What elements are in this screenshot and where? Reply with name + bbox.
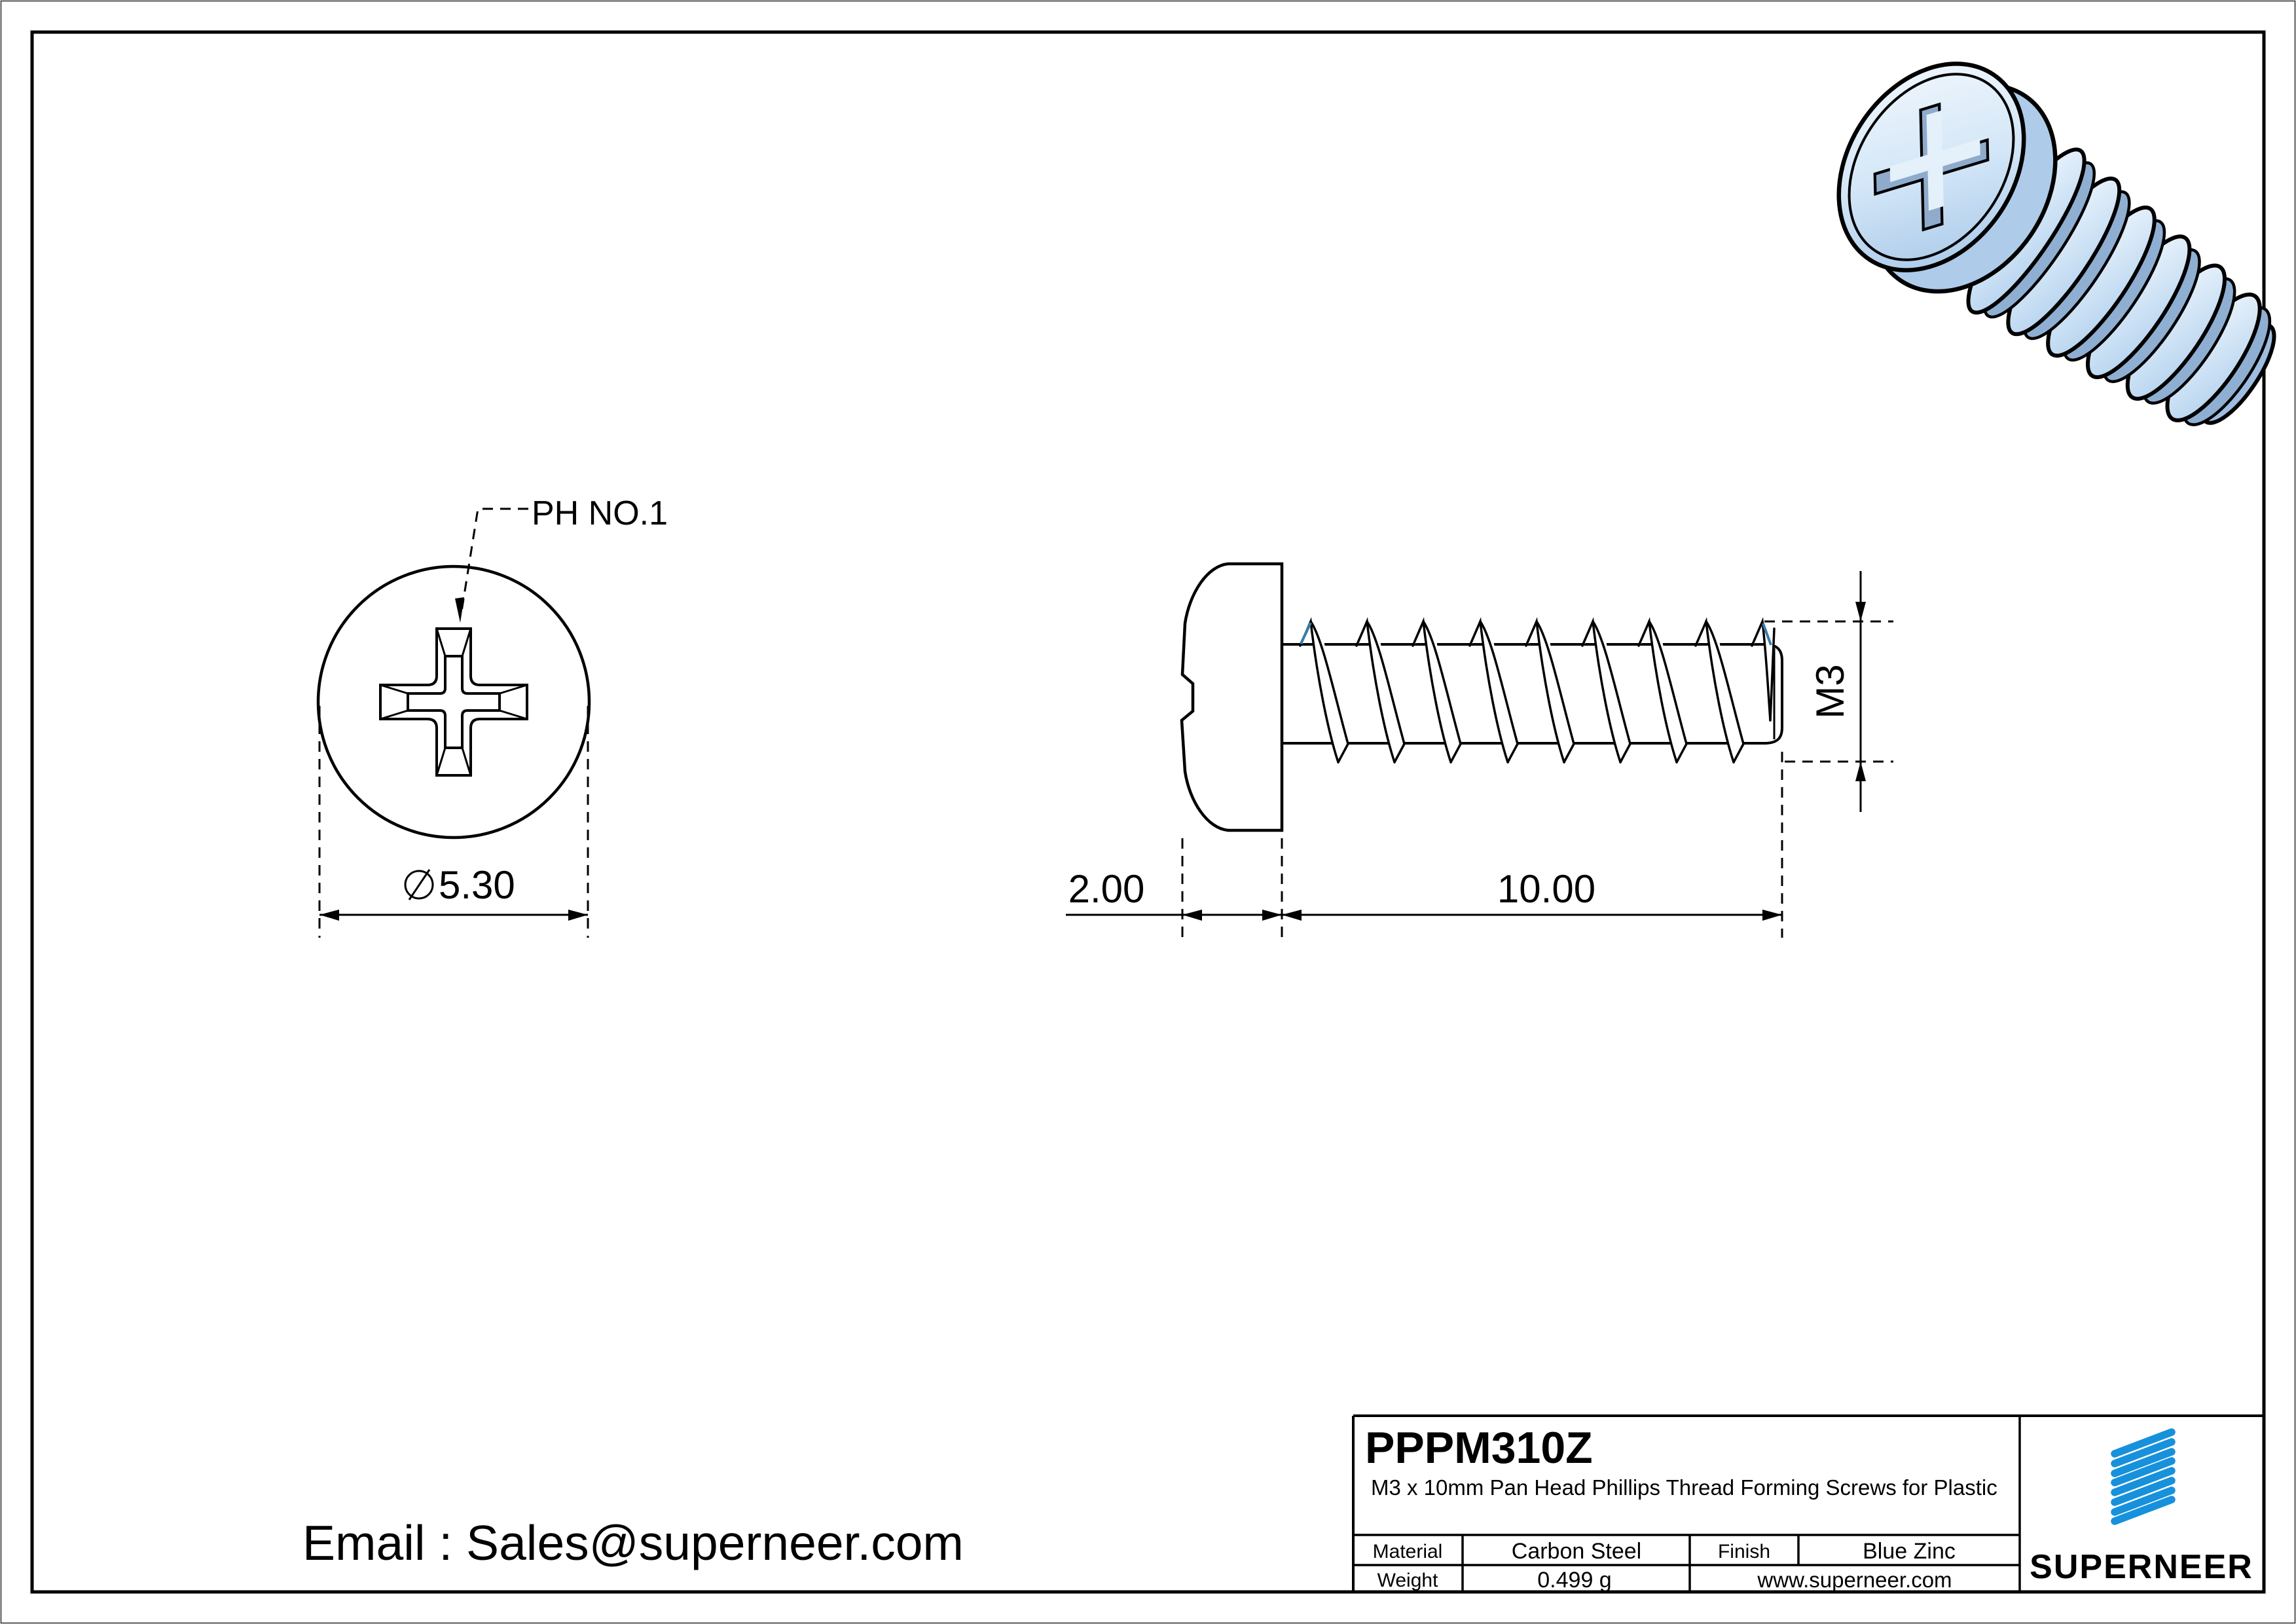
dim-thread-length: 10.00 bbox=[1497, 867, 1596, 911]
weight-label: Weight bbox=[1377, 1570, 1438, 1591]
head-circle bbox=[318, 566, 589, 838]
weight-value: 0.499 g bbox=[1537, 1568, 1612, 1593]
website-link[interactable]: www.superneer.com bbox=[1757, 1568, 1952, 1592]
material-value: Carbon Steel bbox=[1511, 1539, 1642, 1564]
brand-name: SUPERNEER bbox=[2030, 1548, 2253, 1586]
finish-value: Blue Zinc bbox=[1863, 1539, 1956, 1564]
dim-head-thickness: 2.00 bbox=[1068, 867, 1145, 911]
email-text: Email : Sales@superneer.com bbox=[302, 1515, 964, 1570]
dim-diameter-value: 5.30 bbox=[439, 863, 515, 907]
dim-thread-size: M3 bbox=[1808, 664, 1852, 719]
callout-label: PH NO.1 bbox=[532, 494, 668, 532]
part-description: M3 x 10mm Pan Head Phillips Thread Forming Screws for Plastic bbox=[1371, 1475, 1997, 1500]
material-label: Material bbox=[1372, 1541, 1443, 1562]
part-number: PPPM310Z bbox=[1365, 1423, 1593, 1473]
finish-label: Finish bbox=[1717, 1541, 1771, 1562]
head-profile bbox=[1182, 564, 1282, 830]
